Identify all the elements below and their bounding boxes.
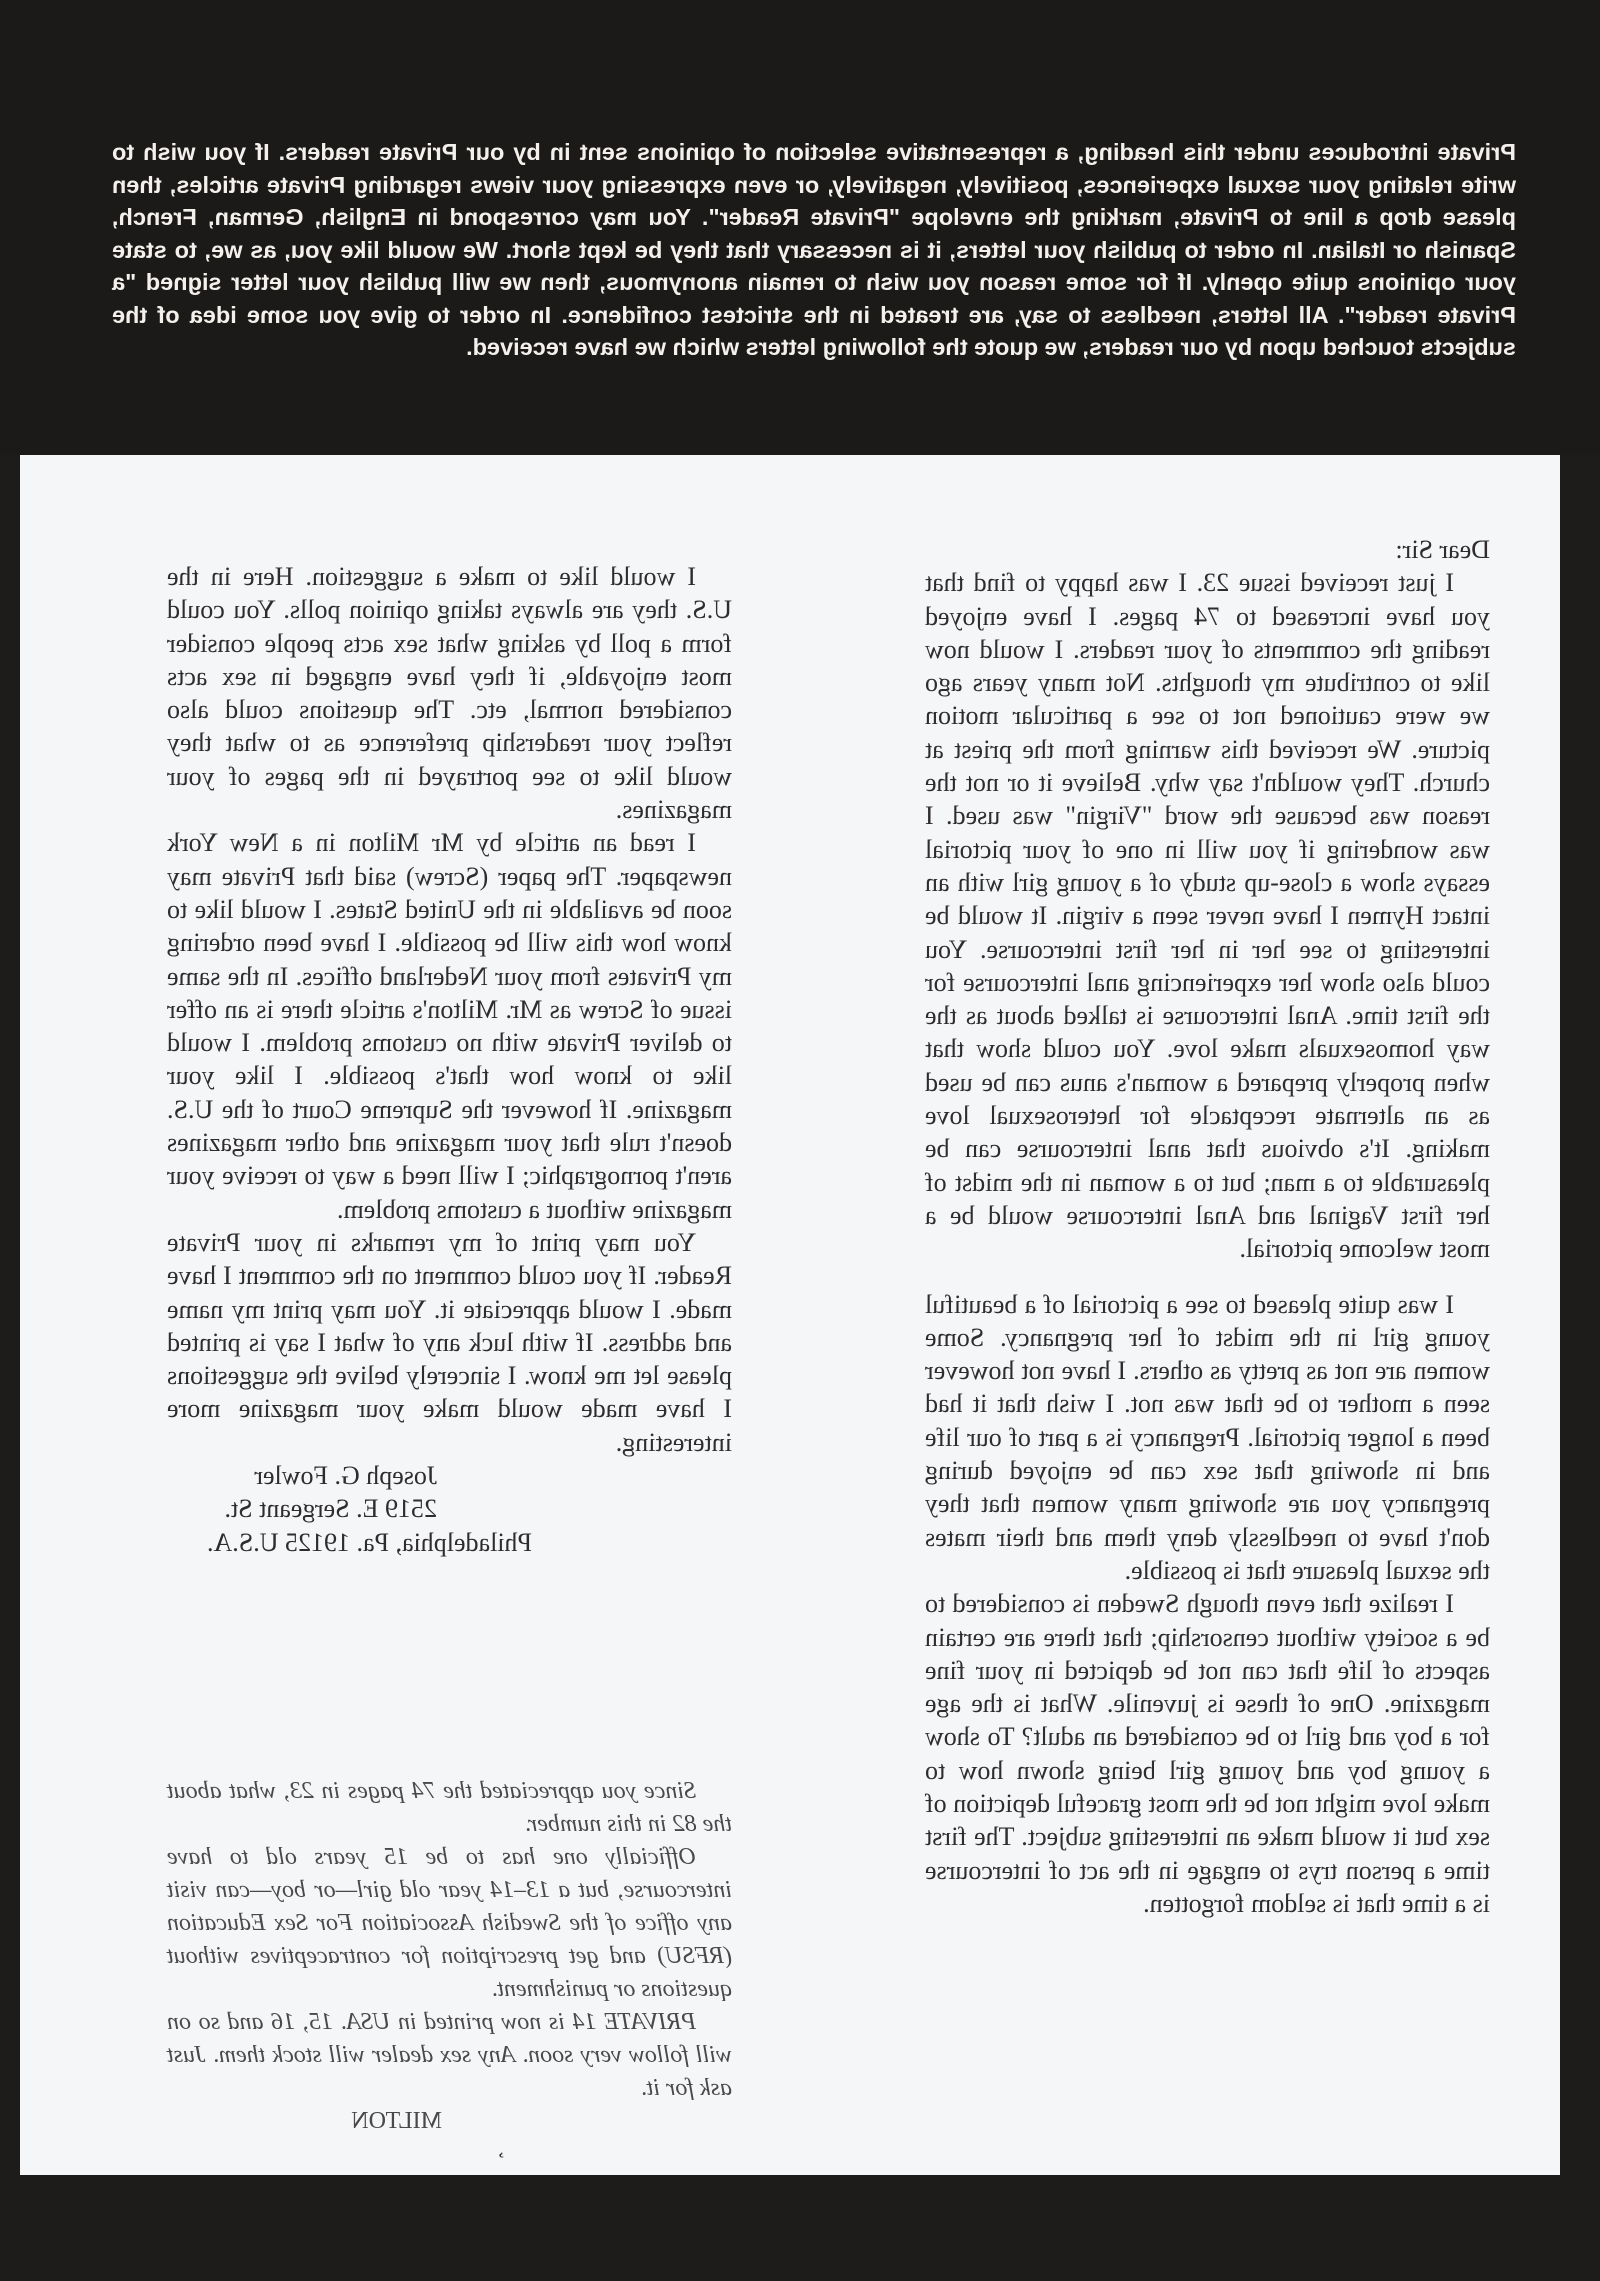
intro-text: Private introduces under this heading, a representative selection of opinions sent in by our Private readers. If you wish to write relating your sexual experiences, positively, negatively, or even expressing your views regarding Private articles, then please drop a line to Private, marking the envelope "Private Reader". You may correspond in English, German, French, Spanish or Italian. In order to publish your letters, it is necessary that they be kept short. We would like you, as we, to state your opinions quite openly. If for some reason you wish to remain anonymous, then we will publish your letter signed "a Private reader". All letters, needless to say, are treated in the strictest confidence. In order to give you some idea of the subjects touched upon by our readers, we quote the following letters which we have received. <box>112 139 1516 360</box>
page-mark: ¸ <box>497 2133 505 2158</box>
letter-paragraph: You may print of my remarks in your Private Reader. If you could comment on the comment I have made. I would appreciate it. You may print my name and address. If with luck any of what I say is printed please let me know. I sincerely belive the suggestions I have made would make your magazine more interesting. <box>167 1227 732 1457</box>
reply-paragraph: PRIVATE 14 is now printed in USA. 15, 16 and so on will follow very soon. Any sex dealer will stock them. Just ask for it. <box>167 2009 732 2101</box>
letter-column-2 <box>167 560 732 2134</box>
letters-page <box>20 455 1560 2175</box>
letter-column-1 <box>925 533 1490 1920</box>
signature-name: Joseph G. Fowler <box>254 1461 437 1491</box>
bottom-band <box>0 2175 1600 2281</box>
letter-paragraph: I realize that even though Sweden is considered to be a society without censorship; that there are certain aspects of life that can not be depicted in your fine magazine. One of these is juvenile. What is the age for a boy and girl to be considered an adult? To show a young boy and young girl being shown how to make love might not be the most graceful depiction of sex but it would make an interesting subject. The first time a person trys to engage in the act of intercourse is a time that is seldom forgotten. <box>925 1589 1490 1918</box>
reply-signature: MILTON <box>351 2108 442 2134</box>
letter-paragraph: I just received issue 23. I was happy to find that you have increased to 74 pages. I have enjoyed reading the comments of your readers. I would now like to contribute my thoughts. Not many years ago we were cautioned not to see a particular motion picture. We received this warning from the priest at church. They wouldn't say why. Believe it or not the reason was because the word "Virgin" was used. I was wondering if you will in one of your pictorial essays show a close-up study of a young girl with an intact Hymen I have never seen a virgin. It would be interesting to see her in her first intercourse. You could also show her experiencing anal intercourse for the first time. Anal intercourse is talked about as the way homosexuals make love. You could show that when properly prepared a woman's anus can be used as an alternate receptacle for heterosexual love making. It's obvious that anal intercourse can be pleasurable to a man; but to a woman in the midst of her first Vaginal and Anal intercourse would be a most welcome pictorial. <box>925 568 1490 1264</box>
reply-paragraph: Officially one has to be 15 years old to have intercourse, but a 13–14 year old girl—or boy—can visit any office of the Swedish Association For Sex Education (RFSU) and get prescription for contraceptives without questions or punishment. <box>167 1844 732 2002</box>
salutation: Dear Sir: <box>1395 535 1490 564</box>
letter-paragraph: I was quite pleased to see a pictorial of a beautiful young girl in the midst of her pregnancy. Some women are not as pretty as others. I have not however seen a mother to be that was not. I wish that it had been a longer pictorial. Pregnancy is a part of our life and in showing that sex can be enjoyed during pregnancy you are showing many women that they don't have to needlessly deny them and their mates the sexual pleasure that is possible. <box>925 1289 1490 1585</box>
editor-reply <box>167 1775 732 2138</box>
signature-city: Philadelphia, Pa. 19125 U.S.A. <box>207 1527 532 1557</box>
reply-paragraph: Since you appreciated the 74 pages in 23, what about the 82 in this number. <box>167 1778 732 1837</box>
letter-paragraph: I would like to make a suggestion. Here in the U.S. they are always taking opinion polls. You could form a poll by asking what sex acts people consider most enjoyable, if they have engaged in sex acts considered normal, etc. The questions could also reflect your readership preference as to what they would like to see portrayed in the pages of your magazines. <box>167 562 732 825</box>
signature-street: 2519 E. Sergeant St. <box>224 1494 437 1524</box>
intro-banner <box>0 0 1600 455</box>
letter-paragraph: I read an article by Mr Milton in a New York newspaper. The paper (Screw) said that Private may soon be available in the United States. I would like to know how this will be possible. I have been ordering my Privates from your Nederland offices. In the same issue of Screw as Mr. Milton's article there is an offer to deliver Private with no customs problem. I would like to know how that's possible. I like your magazine. If however the Supreme Court of the U.S. doesn't rule that your magazine and other magazines aren't pornographic; I will need a way to receive your magazine without a customs problem. <box>167 828 732 1224</box>
